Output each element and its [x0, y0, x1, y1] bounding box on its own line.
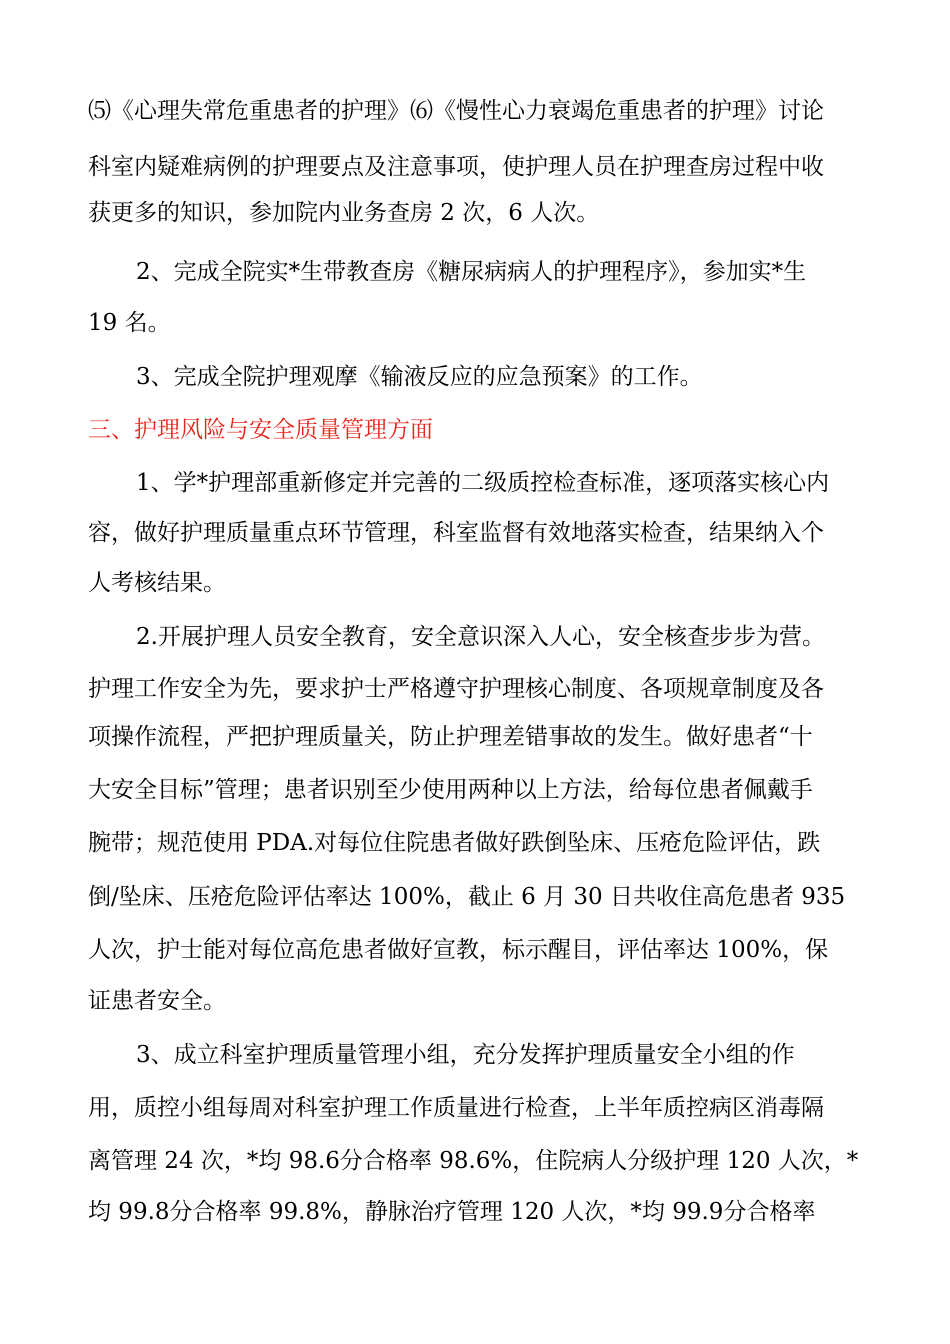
section-heading: 三、护理风险与安全质量管理方面 [88, 417, 433, 443]
body-text-line: 人考核结果。 [88, 570, 226, 596]
body-text-line: 1、学*护理部重新修定并完善的二级质控检查标准，逐项落实核心内 [136, 470, 830, 496]
body-text-line: 容，做好护理质量重点环节管理，科室监督有效地落实检查，结果纳入个 [88, 520, 824, 546]
body-text-line: ⑸《心理失常危重患者的护理》⑹《慢性心力衰竭危重患者的护理》讨论 [88, 98, 824, 124]
body-text-line: 2.开展护理人员安全教育，安全意识深入人心，安全核查步步为营。 [136, 624, 825, 650]
body-text-line: 获更多的知识，参加院内业务查房 2 次，6 人次。 [88, 200, 600, 226]
body-text-line: 科室内疑难病例的护理要点及注意事项，使护理人员在护理查房过程中收 [88, 154, 824, 180]
body-text-line: 均 99.8分合格率 99.8%，静脉治疗管理 120 人次，*均 99.9分合格率 [88, 1199, 816, 1225]
body-text-line: 19 名。 [88, 310, 171, 336]
body-text-line: 大安全目标”管理；患者识别至少使用两种以上方法，给每位患者佩戴手 [88, 777, 813, 803]
body-text-line: 腕带；规范使用 PDA.对每位住院患者做好跌倒坠床、压疮危险评估，跌 [88, 830, 821, 856]
body-text-line: 项操作流程，严把护理质量关，防止护理差错事故的发生。做好患者“十 [88, 724, 813, 750]
body-text-line: 离管理 24 次，*均 98.6分合格率 98.6%，住院病人分级护理 120 人次，* [88, 1148, 859, 1174]
body-text-line: 证患者安全。 [88, 988, 226, 1014]
body-text-line: 3、成立科室护理质量管理小组，充分发挥护理质量安全小组的作 [136, 1042, 795, 1068]
body-text-line: 倒/坠床、压疮危险评估率达 100%，截止 6 月 30 日共收住高危患者 935 [88, 884, 846, 910]
body-text-line: 3、完成全院护理观摩《输液反应的应急预案》的工作。 [136, 364, 703, 390]
body-text-line: 人次，护士能对每位高危患者做好宣教，标示醒目，评估率达 100%，保 [88, 937, 829, 963]
body-text-line: 2、完成全院实*生带教查房《糖尿病病人的护理程序》，参加实*生 [136, 259, 807, 285]
body-text-line: 护理工作安全为先，要求护士严格遵守护理核心制度、各项规章制度及各 [88, 676, 824, 702]
body-text-line: 用，质控小组每周对科室护理工作质量进行检查，上半年质控病区消毒隔 [88, 1095, 824, 1121]
